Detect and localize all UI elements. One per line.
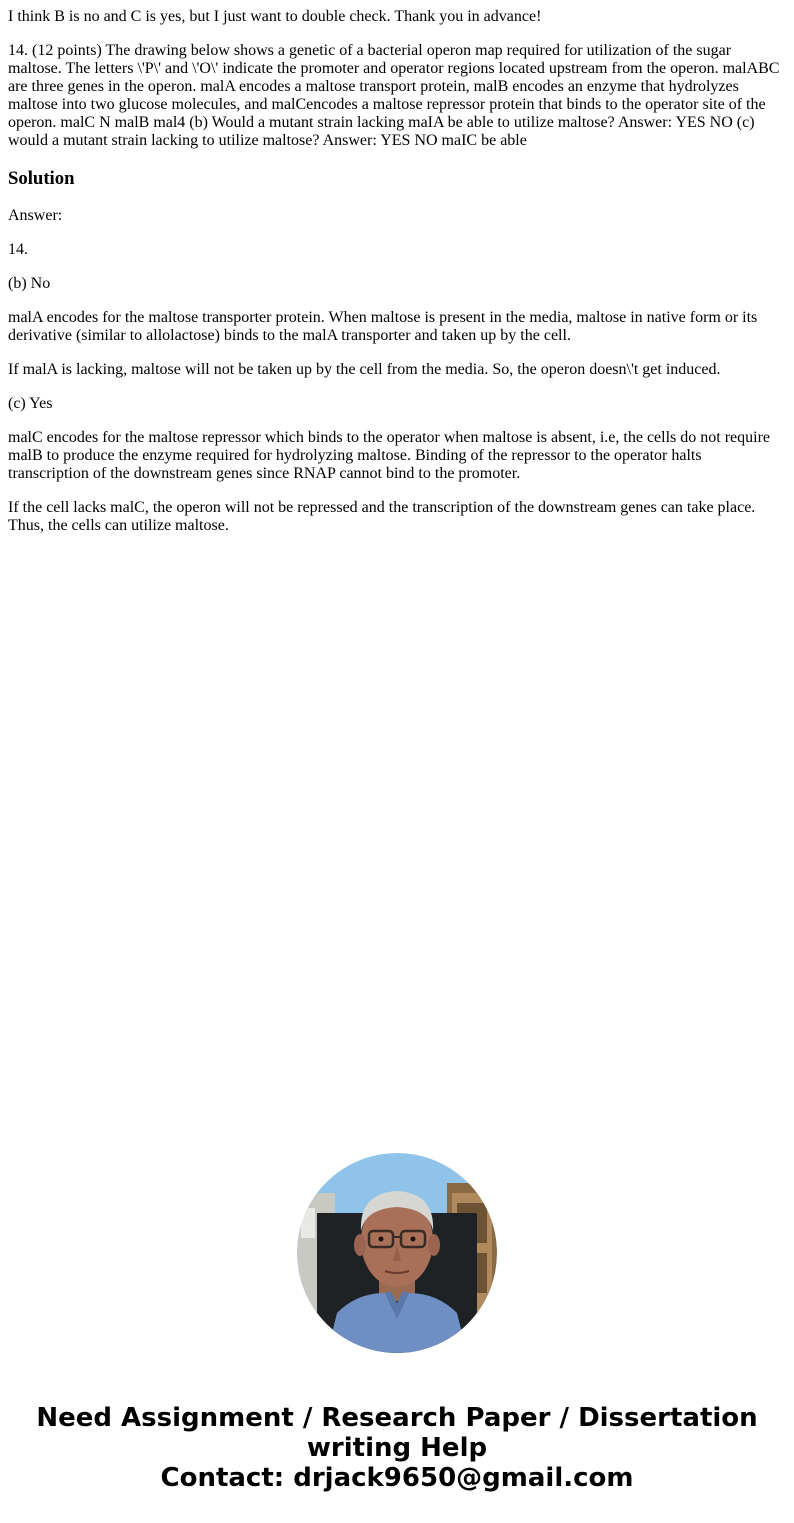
cta-line-1: Need Assignment / Research Paper / Dissertation (36, 1403, 758, 1433)
solution-part-c-conclusion: If the cell lacks malC, the operon will not be repressed and the transcription of the downstream genes can take place. Thus, the cells can utilize maltose. (8, 499, 760, 534)
author-avatar (297, 1153, 497, 1353)
solution-answer-label: Answer: (8, 207, 63, 224)
solution-part-c-answer: (c) Yes (8, 395, 53, 412)
question-body: 14. (12 points) The drawing below shows a genetic of a bacterial operon map required for utilization of the sugar maltose. The letters \'P\' and \'O\' indicate the promoter and operator regions located upstream from the operon. malABC are three genes in the operon. malA encodes a maltose transport protein, malB encodes an enzyme that hydrolyzes maltose into two glucose molecules, and malCencodes a maltose repressor protein that binds to the operator site of the operon. malC N malB mal4 (b) Would a mutant strain lacking maIA be able to utilize maltose? Answer: YES NO (c) would a mutant strain lacking to utilize maltose? Answer: YES NO maIC be able (8, 42, 784, 149)
solution-heading: Solution (8, 168, 75, 189)
help-contact-banner (0, 1403, 794, 1493)
cta-contact-email[interactable]: Contact: drjack9650@gmail.com (160, 1463, 634, 1493)
document-content (8, 0, 784, 551)
solution-question-number: 14. (8, 241, 28, 258)
solution-part-b-conclusion: If malA is lacking, maltose will not be taken up by the cell from the media. So, the operon doesn\'t get induced. (8, 361, 721, 378)
solution-part-b-explanation: malA encodes for the maltose transporter protein. When maltose is present in the media, maltose in native form or its derivative (similar to allolactose) binds to the malA transporter and taken up by the cell. (8, 309, 762, 344)
solution-part-b-answer: (b) No (8, 275, 51, 292)
question-intro: I think B is no and C is yes, but I just want to double check. Thank you in advance! (8, 8, 542, 25)
solution-part-c-explanation: malC encodes for the maltose repressor which binds to the operator when maltose is absent, i.e, the cells do not require malB to produce the enzyme required for hydrolyzing maltose. Binding of the repressor to the operator halts transcription of the downstream genes since RNAP cannot bind to the promoter. (8, 429, 775, 482)
author-portrait-illustration (297, 1153, 497, 1353)
cta-line-2: writing Help (306, 1433, 488, 1463)
